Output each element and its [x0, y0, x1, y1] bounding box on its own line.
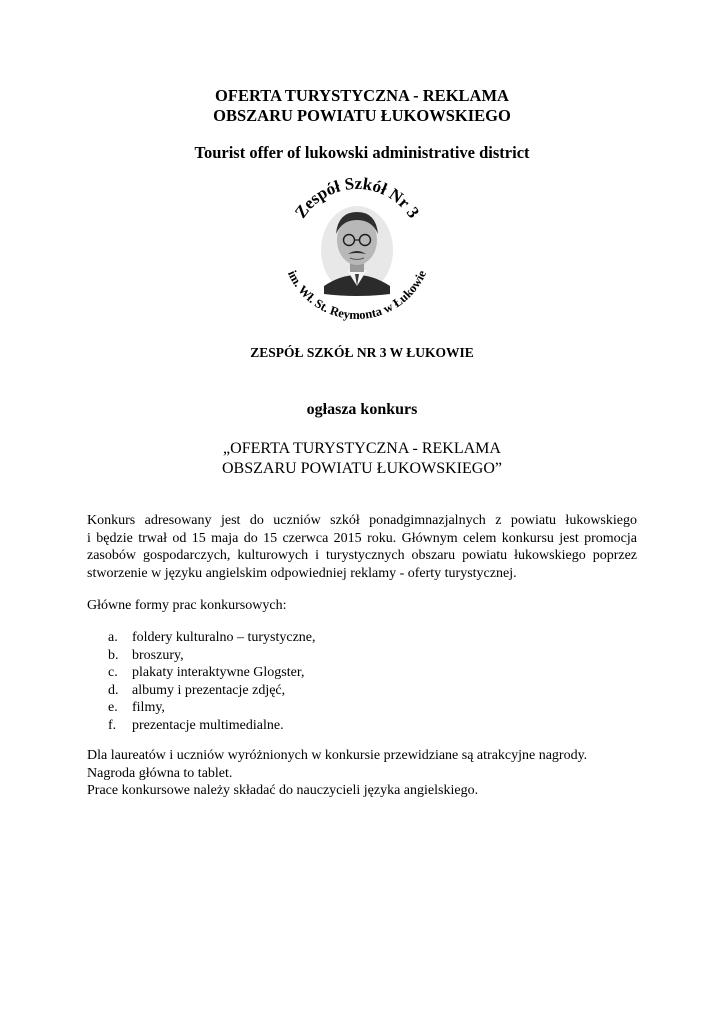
intro-line-4: stworzenie w języku angielskim odpowiedniej reklamy - oferty turystycznej. — [87, 565, 517, 581]
intro-line-1: Konkurs adresowany jest do uczniów szkół ponadgimnazjalnych z powiatu łukowskiego — [87, 513, 637, 528]
list-item — [108, 682, 588, 700]
closing-paragraph — [87, 747, 637, 800]
logo-text-top: Zespół Szkół Nr 3 — [290, 173, 424, 222]
list-item-text: plakaty interaktywne Glogster, — [132, 665, 305, 681]
list-item — [108, 699, 588, 717]
closing-line-1: Dla laureatów i uczniów wyróżnionych w konkursie przewidziane są atrakcyjne nagrody. — [87, 748, 588, 763]
contest-title-line-1: „OFERTA TURYSTYCZNA - REKLAMA — [223, 440, 501, 457]
closing-line-2: Nagroda główna to tablet. — [87, 765, 233, 781]
title-line-2: OBSZARU POWIATU ŁUKOWSKIEGO — [213, 106, 511, 125]
list-item-text: prezentacje multimedialne. — [132, 717, 284, 733]
page-title — [0, 86, 724, 126]
school-logo-graphic — [272, 168, 442, 328]
portrait-image — [321, 206, 393, 296]
list-item — [108, 664, 588, 682]
announcement-heading: ogłasza konkurs — [306, 401, 418, 418]
list-item-text: albumy i prezentacje zdjęć, — [132, 682, 286, 698]
contest-title-line-2: OBSZARU POWIATU ŁUKOWSKIEGO” — [222, 460, 502, 477]
list-item — [108, 629, 588, 647]
list-item-text: filmy, — [132, 700, 165, 716]
closing-line-3: Prace konkursowe należy składać do nauczycieli języka angielskiego. — [87, 783, 479, 799]
forms-heading: Główne formy prac konkursowych: — [87, 598, 287, 613]
intro-line-2: i będzie trwał od 15 maja do 15 czerwca 2015 roku. Głównym celem konkursu jest promocja — [87, 530, 637, 546]
title-line-1: OFERTA TURYSTYCZNA - REKLAMA — [215, 86, 509, 105]
logo-text-bottom: im. Wł. St. Reymonta w Łukowie — [284, 268, 430, 323]
intro-line-3: zasobów gospodarczych, kulturowych i turystycznych obszaru powiatu łukowskiego poprzez — [87, 548, 637, 564]
list-marker: c. — [108, 665, 118, 681]
list-item-text: broszury, — [132, 647, 184, 663]
list-item — [108, 647, 588, 665]
contest-title — [0, 439, 724, 479]
list-marker: d. — [108, 682, 119, 698]
list-marker: f. — [108, 717, 117, 733]
list-marker: a. — [108, 630, 118, 645]
list-marker: e. — [108, 700, 118, 716]
list-item — [108, 717, 588, 735]
list-item-text: foldery kulturalno – turystyczne, — [132, 630, 316, 645]
list-marker: b. — [108, 647, 119, 663]
english-subtitle: Tourist offer of lukowski administrative district — [194, 143, 530, 162]
forms-list — [108, 629, 588, 735]
school-logo — [272, 168, 442, 328]
intro-paragraph — [87, 512, 637, 582]
school-name: ZESPÓŁ SZKÓŁ NR 3 W ŁUKOWIE — [250, 345, 474, 360]
